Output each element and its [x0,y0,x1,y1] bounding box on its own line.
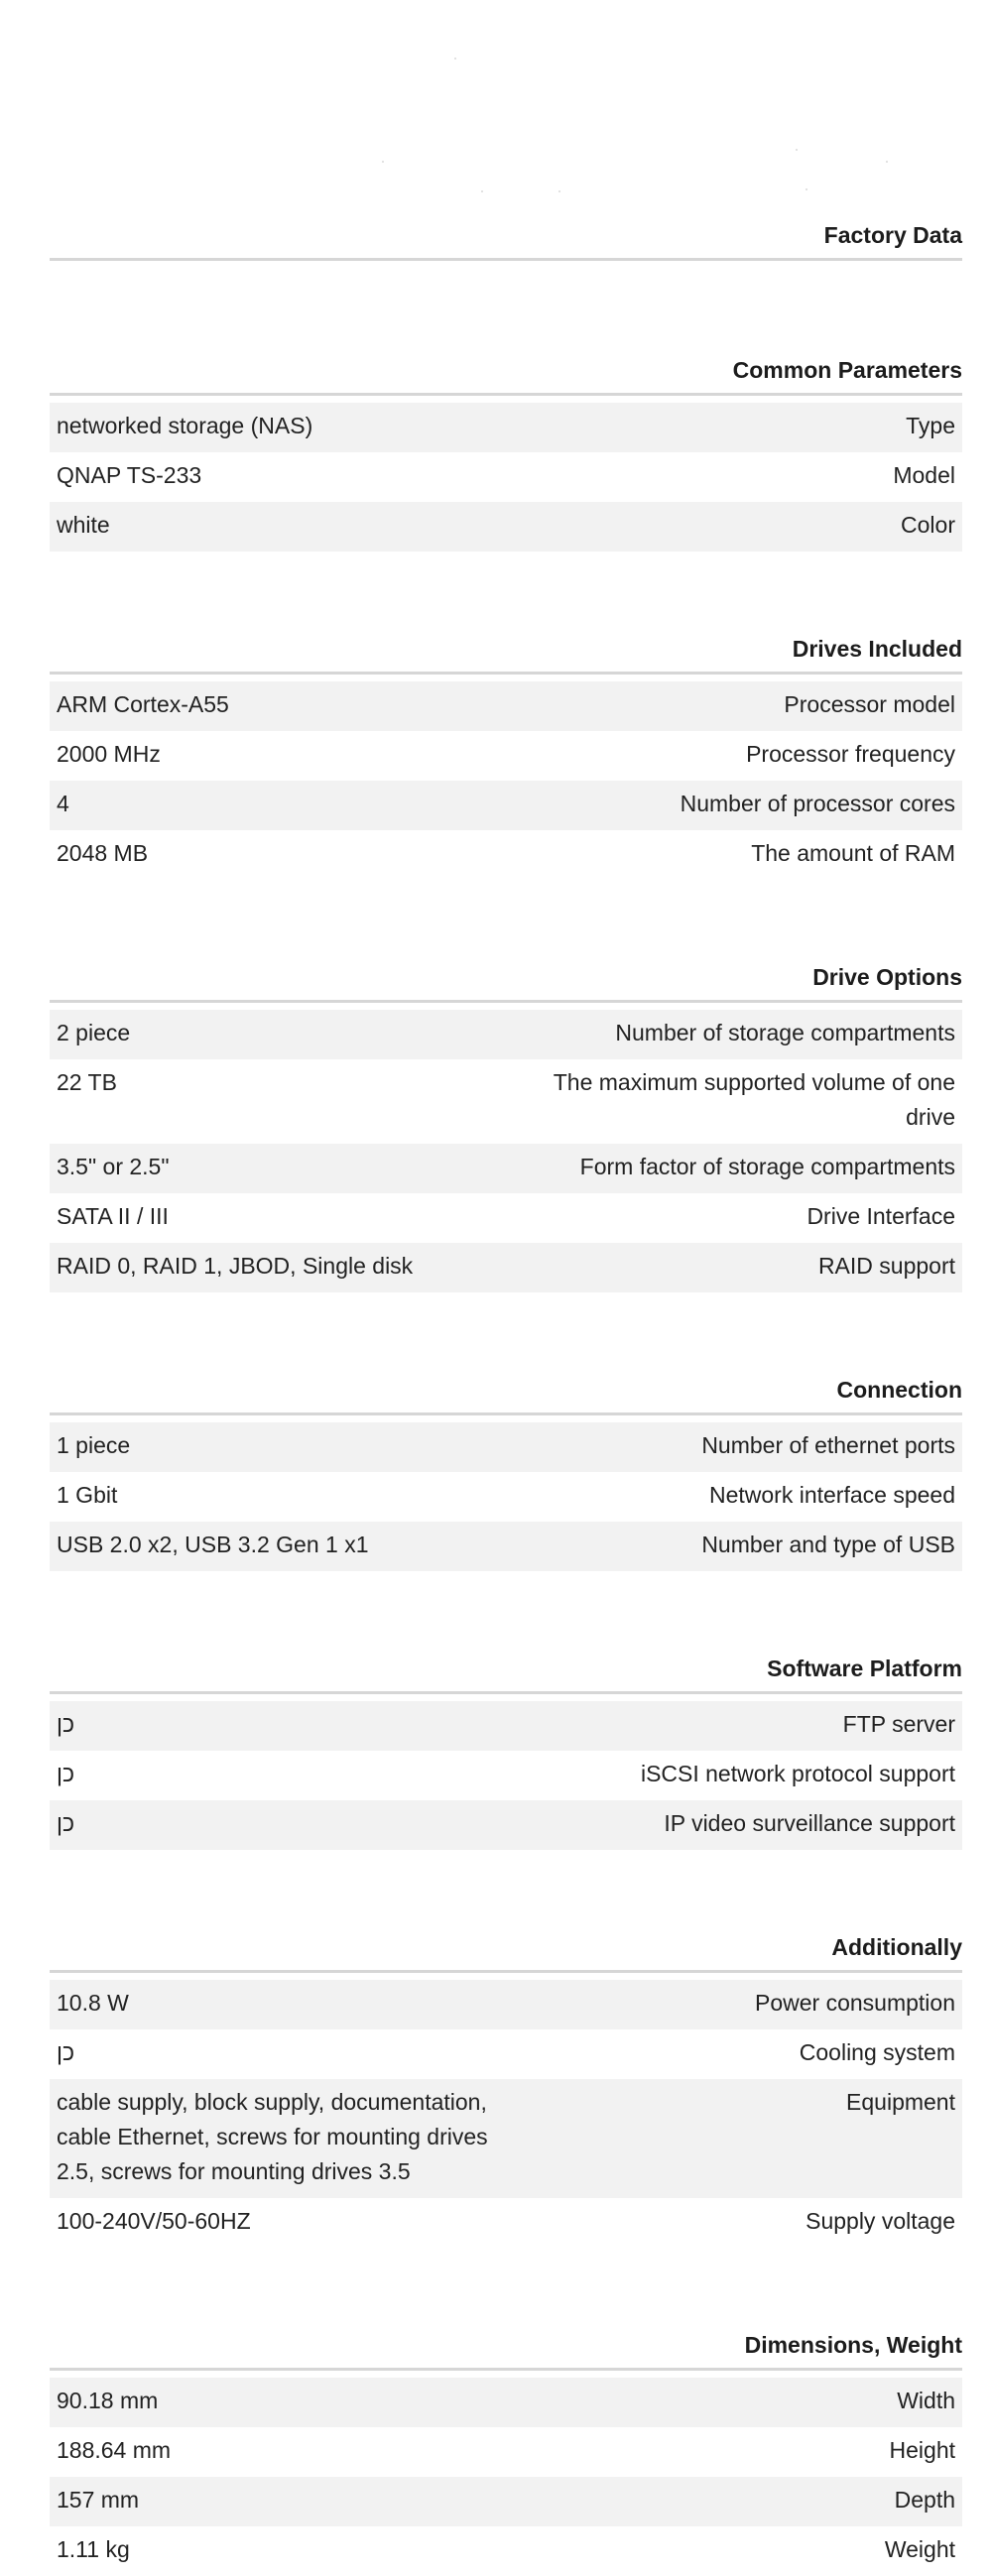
spec-row [50,1701,962,1751]
spec-value: 1.11 kg [57,2536,130,2562]
spec-section [50,634,962,880]
section-title: Drives Included [50,634,962,675]
spec-label: FTP server [842,1711,955,1737]
spec-row [50,502,962,552]
spec-value: ARM Cortex-A55 [57,691,229,717]
spec-label: Model [893,462,955,488]
spec-table [50,1701,962,1850]
spec-section [50,962,962,1292]
spec-value: 10.8 W [57,1990,129,2016]
spec-table [50,1422,962,1571]
spec-row [50,1522,962,1571]
spec-row [50,1059,962,1144]
spec-label: Drive Interface [806,1203,955,1229]
section-title: Software Platform [50,1654,962,1694]
spec-value: SATA II / III [57,1203,169,1229]
spec-label: Depth [894,2487,955,2513]
dot [886,161,888,163]
spec-table [50,1010,962,1292]
dot [382,161,384,163]
spec-row [50,731,962,781]
spec-page [50,220,962,2576]
dot [481,190,483,192]
spec-row [50,830,962,880]
spec-value: 2048 MB [57,840,149,866]
spec-row [50,403,962,452]
spec-label: The maximum supported volume of one drive [553,1069,955,1130]
spec-table [50,403,962,552]
spec-row [50,1193,962,1243]
spec-table [50,1980,962,2248]
spec-value: 1 Gbit [57,1482,118,1508]
spec-row [50,681,962,731]
spec-label: Cooling system [799,2039,955,2065]
spec-label: Number and type of USB [701,1532,955,1557]
spec-value: 22 TB [57,1069,117,1095]
spec-label: Processor frequency [746,741,955,767]
spec-label: Number of ethernet ports [701,1432,955,1458]
spec-value: 2000 MHz [57,741,161,767]
spec-value: networked storage (NAS) [57,413,313,438]
spec-label: The amount of RAM [751,840,955,866]
spec-table [50,681,962,880]
spec-value: QNAP TS-233 [57,462,202,488]
page-title: Factory Data [50,220,962,261]
spec-label: Number of storage compartments [615,1020,955,1045]
spec-row [50,2427,962,2477]
section-title: Connection [50,1375,962,1415]
spec-row [50,1144,962,1193]
spec-row [50,1010,962,1059]
spec-row [50,1751,962,1800]
spec-value: 100-240V/50-60HZ [57,2208,251,2234]
spec-label: IP video surveillance support [664,1810,955,1836]
spec-section [50,2330,962,2576]
dot [806,188,807,190]
spec-row [50,2079,962,2198]
spec-row [50,1472,962,1522]
spec-value: 3.5" or 2.5" [57,1154,170,1179]
spec-label: Number of processor cores [680,791,955,816]
spec-value: 4 [57,791,69,816]
section-title: Drive Options [50,962,962,1003]
spec-section [50,355,962,552]
section-title: Additionally [50,1932,962,1973]
spec-row [50,1243,962,1292]
spec-label: Form factor of storage compartments [579,1154,955,1179]
spec-section [50,1375,962,1571]
dot [558,190,560,192]
spec-value: כן [57,1810,75,1836]
spec-label: Power consumption [755,1990,955,2016]
spec-row [50,2378,962,2427]
spec-label: Weight [884,2536,955,2562]
spec-section [50,1654,962,1850]
spec-value: 1 piece [57,1432,131,1458]
spec-value: white [57,512,110,538]
dot [796,149,798,151]
spec-row [50,452,962,502]
spec-value: cable supply, block supply, documentation, cable Ethernet, screws for mounting drives 2.5, screws for mounting drives 3.5 [57,2089,488,2184]
spec-label: Equipment [846,2089,955,2115]
spec-section [50,1932,962,2248]
spec-label: Network interface speed [708,1482,955,1508]
section-title: Common Parameters [50,355,962,396]
spec-value: 157 mm [57,2487,140,2513]
spec-label: Height [889,2437,955,2463]
spec-label: Color [901,512,955,538]
spec-label: Supply voltage [806,2208,955,2234]
spec-label: iSCSI network protocol support [640,1761,955,1786]
spec-table [50,2378,962,2576]
spec-row [50,2029,962,2079]
spec-value: RAID 0, RAID 1, JBOD, Single disk [57,1253,414,1279]
decorative-dots [0,0,992,198]
spec-value: USB 2.0 x2, USB 3.2 Gen 1 x1 [57,1532,369,1557]
spec-row [50,781,962,830]
spec-value: 2 piece [57,1020,131,1045]
spec-row [50,1980,962,2029]
spec-value: כן [57,1711,75,1737]
dot [454,58,456,60]
spec-label: RAID support [817,1253,955,1279]
spec-row [50,2477,962,2526]
spec-row [50,2198,962,2248]
spec-label: Width [897,2388,955,2413]
spec-value: 90.18 mm [57,2388,159,2413]
spec-value: 188.64 mm [57,2437,172,2463]
spec-value: כן [57,1761,75,1786]
spec-label: Processor model [784,691,955,717]
spec-row [50,1800,962,1850]
spec-label: Type [906,413,955,438]
spec-row [50,1422,962,1472]
spec-row [50,2526,962,2576]
spec-sections [50,355,962,2576]
section-title: Dimensions, Weight [50,2330,962,2371]
spec-value: כן [57,2039,75,2065]
